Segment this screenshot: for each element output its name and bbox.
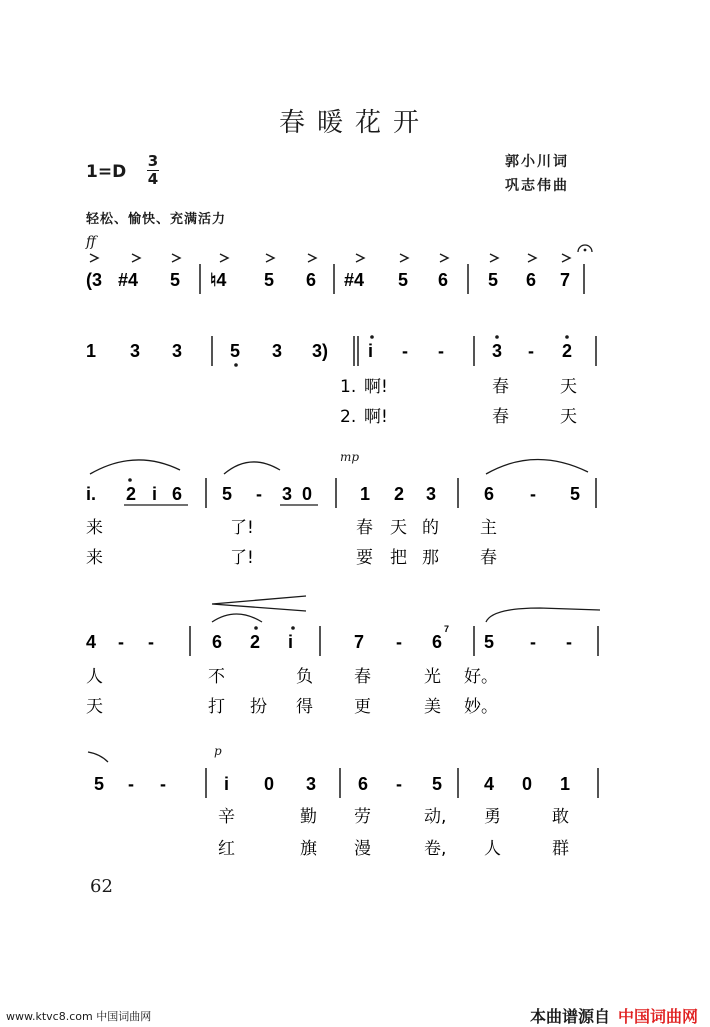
note: - <box>402 341 408 361</box>
svg-text:扮: 扮 <box>250 697 267 717</box>
note: 5 <box>398 270 409 290</box>
time-sig-top: 3 <box>147 152 159 170</box>
note: 0 <box>302 484 313 504</box>
svg-text:负: 负 <box>296 667 313 687</box>
note: 5 <box>484 632 495 652</box>
staff-line-2 <box>86 341 572 361</box>
svg-text:春: 春 <box>492 407 509 427</box>
note: i <box>152 484 158 504</box>
svg-text:打: 打 <box>208 697 225 717</box>
svg-text:辛: 辛 <box>218 807 235 827</box>
key-signature: 1=D <box>86 162 127 182</box>
lyrics-line-5 <box>218 807 569 859</box>
tempo-marking: 轻松、愉快、充满活力 <box>86 212 227 227</box>
note: 2 <box>250 632 261 652</box>
svg-text:勇: 勇 <box>484 807 501 827</box>
note: 2 <box>562 341 573 361</box>
footer-attribution-text: 本曲谱源自 <box>529 1007 610 1026</box>
note: - <box>530 632 536 652</box>
note: 6 <box>306 270 317 290</box>
note: (3 <box>86 270 103 290</box>
note: - <box>128 774 134 794</box>
note: ♮4 <box>210 270 227 290</box>
note: 6 <box>484 484 495 504</box>
note: - <box>396 632 402 652</box>
svg-text:光: 光 <box>424 667 441 687</box>
note: 5 <box>170 270 181 290</box>
note: - <box>566 632 572 652</box>
note: 5 <box>230 341 241 361</box>
note: - <box>160 774 166 794</box>
svg-text:春: 春 <box>492 377 509 397</box>
note: 3 <box>426 484 437 504</box>
svg-text:得: 得 <box>296 697 313 717</box>
svg-text:好。: 好。 <box>464 667 498 687</box>
svg-text:卷,: 卷, <box>424 839 447 859</box>
svg-text:劳: 劳 <box>354 807 371 827</box>
svg-text:主: 主 <box>480 518 497 538</box>
slurs-crescendo <box>212 596 600 622</box>
dynamic-mp: mp <box>340 450 360 464</box>
note: #4 <box>118 270 139 290</box>
footer-attribution[interactable] <box>530 1004 698 1027</box>
note: i <box>368 341 374 361</box>
song-title: 春暖花开 <box>278 108 431 138</box>
svg-text:春: 春 <box>356 518 373 538</box>
note: 3 <box>492 341 503 361</box>
lyrics-line-3 <box>86 518 497 568</box>
octave-dots <box>254 626 295 630</box>
note: 3 <box>130 341 141 361</box>
svg-text:春: 春 <box>480 548 497 568</box>
svg-text:的: 的 <box>422 518 439 538</box>
note: 6 <box>438 270 449 290</box>
note: 3 <box>172 341 183 361</box>
svg-text:动,: 动, <box>424 807 447 827</box>
time-sig-bottom: 4 <box>147 170 159 188</box>
note: 0 <box>264 774 275 794</box>
note: 7 <box>354 632 365 652</box>
note: 5 <box>570 484 581 504</box>
svg-text:天: 天 <box>390 518 407 538</box>
note: 5 <box>264 270 275 290</box>
svg-text:要: 要 <box>356 548 373 568</box>
footer-source-url[interactable]: www.ktvc8.com 中国词曲网 <box>6 1010 152 1023</box>
svg-text:红: 红 <box>218 839 235 859</box>
staff-line-5 <box>94 774 570 794</box>
svg-text:美: 美 <box>424 697 441 717</box>
note: - <box>256 484 262 504</box>
svg-text:1.: 1. <box>340 377 357 397</box>
note: 3 <box>272 341 283 361</box>
note: - <box>118 632 124 652</box>
svg-text:啊!: 啊! <box>364 377 388 397</box>
svg-text:春: 春 <box>354 667 371 687</box>
svg-text:更: 更 <box>354 697 371 717</box>
svg-text:2.: 2. <box>340 407 357 427</box>
lyrics-line-2 <box>340 377 577 427</box>
page-number: 62 <box>90 876 113 897</box>
accent-marks <box>90 254 570 262</box>
note: 5 <box>222 484 233 504</box>
note: - <box>528 341 534 361</box>
note: i <box>224 774 230 794</box>
svg-text:人: 人 <box>86 667 103 687</box>
note: 1 <box>86 341 97 361</box>
note: 6 <box>526 270 537 290</box>
svg-text:不: 不 <box>208 667 225 687</box>
note: - <box>396 774 402 794</box>
staff-line-1 <box>86 270 570 290</box>
staff-line-4 <box>86 632 572 652</box>
note: 4 <box>86 632 97 652</box>
note: 0 <box>522 774 533 794</box>
dynamic-ff: ff <box>86 234 96 250</box>
note: - <box>438 341 444 361</box>
svg-text:天: 天 <box>560 407 577 427</box>
note: i. <box>86 484 97 504</box>
slur-tie <box>88 752 108 762</box>
svg-text:那: 那 <box>422 548 439 568</box>
note: 2 <box>126 484 137 504</box>
lyricist-credit: 郭小川词 <box>505 154 569 170</box>
note: i <box>288 632 294 652</box>
note: 7 <box>560 270 571 290</box>
composer-credit: 巩志伟曲 <box>505 178 569 194</box>
svg-text:漫: 漫 <box>354 839 371 859</box>
note: 3) <box>312 341 329 361</box>
note: 5 <box>488 270 499 290</box>
slurs-beams <box>90 459 588 505</box>
svg-text:天: 天 <box>86 697 103 717</box>
note: 3 <box>282 484 293 504</box>
svg-text:旗: 旗 <box>300 839 317 859</box>
note: 6 <box>212 632 223 652</box>
note: 1 <box>560 774 571 794</box>
note: 5 <box>432 774 443 794</box>
svg-text:了!: 了! <box>230 518 254 538</box>
note: - <box>530 484 536 504</box>
svg-text:勤: 勤 <box>300 807 317 827</box>
svg-text:人: 人 <box>484 839 501 859</box>
note: 6 <box>172 484 183 504</box>
note: 4 <box>484 774 495 794</box>
note: 6 <box>358 774 369 794</box>
staff-line-3 <box>86 484 580 504</box>
note: 6 <box>432 632 443 652</box>
svg-text:妙。: 妙。 <box>464 697 498 717</box>
note: - <box>148 632 154 652</box>
svg-text:天: 天 <box>560 377 577 397</box>
svg-text:来: 来 <box>86 548 103 568</box>
svg-text:群: 群 <box>552 839 569 859</box>
note: 1 <box>360 484 371 504</box>
note: #4 <box>344 270 365 290</box>
note: 5 <box>94 774 105 794</box>
svg-text:把: 把 <box>390 548 407 568</box>
svg-text:啊!: 啊! <box>364 407 388 427</box>
svg-text:了!: 了! <box>230 548 254 568</box>
note: 2 <box>394 484 405 504</box>
svg-text:来: 来 <box>86 518 103 538</box>
dynamic-p: p <box>214 744 222 758</box>
octave-dots <box>128 478 132 482</box>
svg-text:敢: 敢 <box>552 807 569 827</box>
svg-text:7: 7 <box>444 624 450 634</box>
note: 3 <box>306 774 317 794</box>
footer-site-name[interactable]: 中国词曲网 <box>617 1007 698 1026</box>
lyrics-line-4 <box>86 667 498 717</box>
